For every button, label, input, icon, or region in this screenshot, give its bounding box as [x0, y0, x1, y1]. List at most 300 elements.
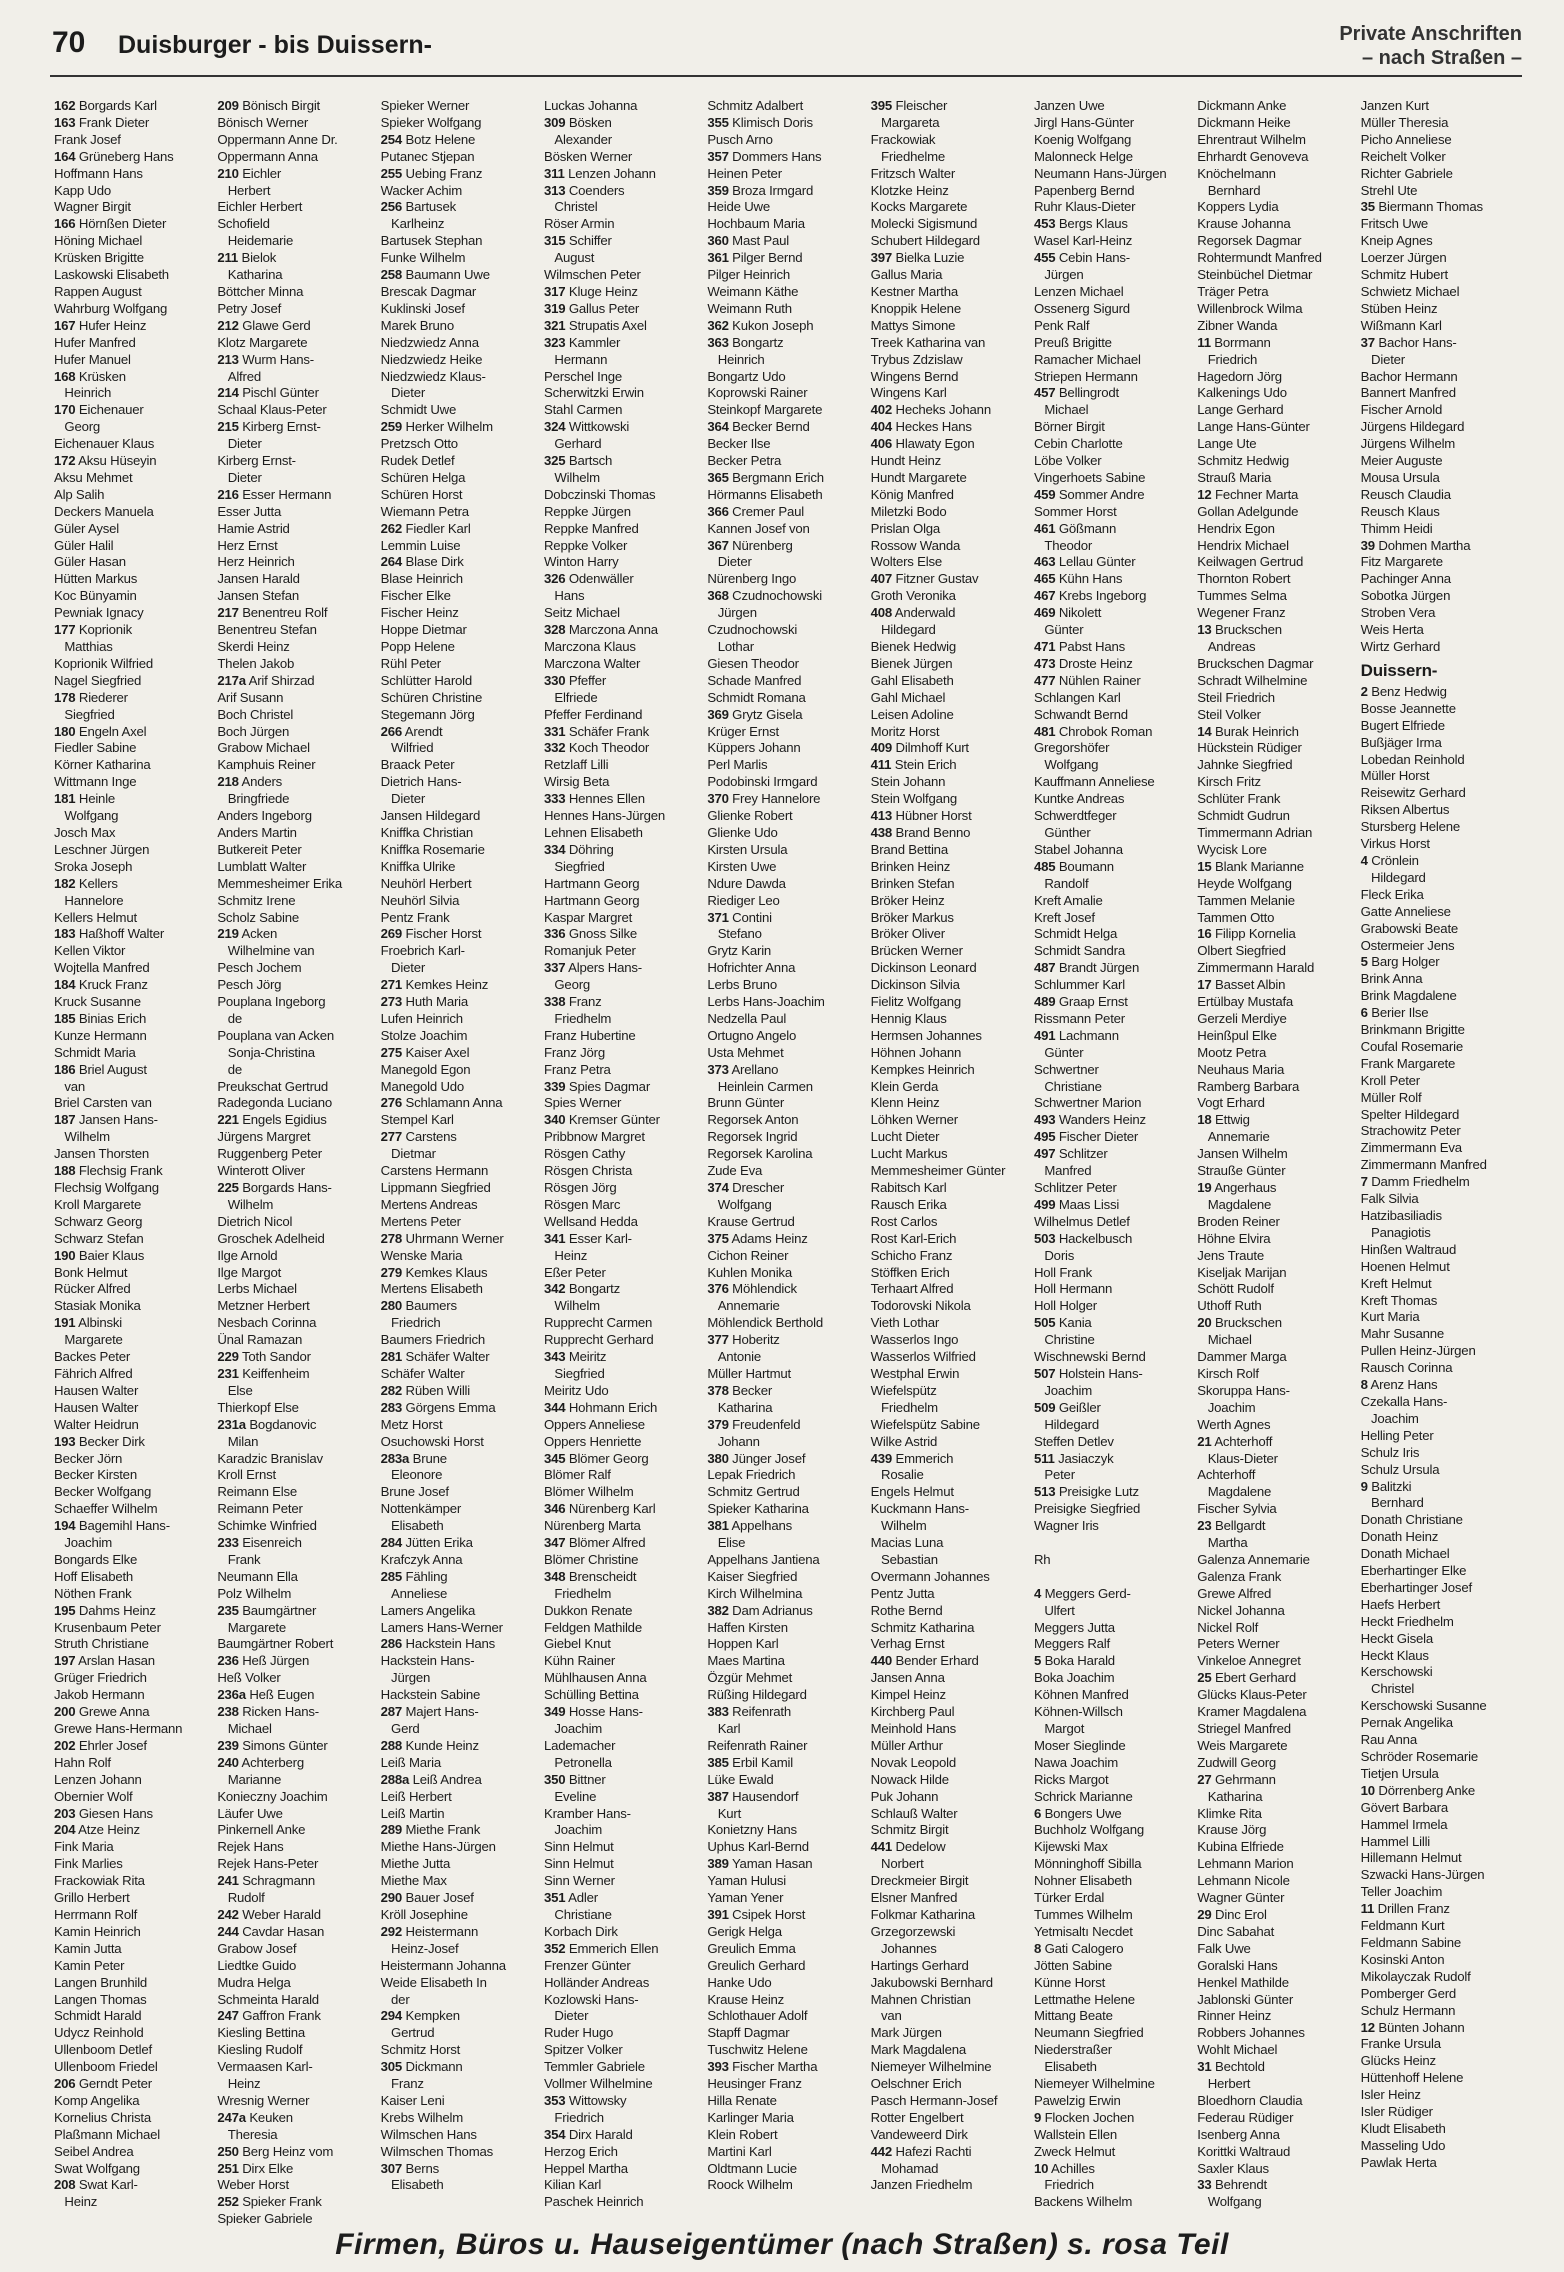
directory-entry: Kamin Jutta [54, 1940, 122, 1956]
directory-entry: 374 Drescher [707, 1180, 785, 1195]
directory-entry: Romanjuk Peter [543, 943, 636, 959]
directory-entry: 10 Dörrenberg Anke [1360, 1782, 1476, 1798]
directory-entry: Randolf [1033, 875, 1089, 891]
directory-entry: Ortugno Angelo [707, 1027, 797, 1043]
directory-entry: Zude Eva [707, 1163, 763, 1179]
directory-entry: Schmidt Helga [1033, 926, 1118, 942]
directory-entry: Jansen Stefan [217, 588, 300, 604]
directory-entry: 387 Hausendorf [707, 1788, 799, 1804]
directory-entry: Rost Karl-Erich [870, 1230, 957, 1246]
directory-entry: 288a Leiß Andrea [380, 1771, 482, 1787]
directory-entry: Andreas [1197, 639, 1256, 654]
directory-entry: Kamphuis Reiner [217, 757, 316, 773]
directory-entry: Terhaart Alfred [870, 1281, 954, 1297]
directory-entry: Frenzer Günter [543, 1957, 631, 1973]
directory-entry: Lerbs Michael [217, 1281, 297, 1297]
directory-entry: Kannen Josef von [707, 520, 810, 536]
directory-entry: Teller Joachim [1360, 1884, 1443, 1900]
directory-entry: Butkereit Peter [217, 841, 302, 857]
directory-entry: Schwerdtfeger [1033, 808, 1117, 824]
directory-entry: 286 Hackstein Hans [380, 1636, 496, 1652]
directory-entry: 395 Fleischer [870, 98, 948, 113]
directory-entry: Wilmschen Hans [380, 2126, 477, 2142]
directory-entry: Wirtz Gerhard [1360, 639, 1441, 654]
directory-entry: Achterhoff [1197, 1467, 1256, 1483]
directory-entry: Luckas Johanna [543, 98, 638, 113]
directory-entry: 439 Emmerich [870, 1450, 954, 1466]
directory-entry: 362 Kukon Joseph [707, 317, 814, 333]
directory-entry: Schmidt Harald [54, 2008, 142, 2024]
directory-entry: Nowack Hilde [870, 1771, 949, 1787]
directory-entry: Koenig Wolfgang [1033, 131, 1132, 147]
directory-entry: 407 Fitzner Gustav [870, 571, 979, 587]
directory-entry: Wresnig Werner [217, 2092, 310, 2108]
directory-entry: Knoppik Helene [870, 300, 961, 316]
directory-entry: Katharina [1197, 1788, 1263, 1804]
directory-entry: 12 Fechner Marta [1197, 486, 1299, 502]
directory-entry: Westphal Erwin [870, 1365, 960, 1381]
directory-entry: Grewe Hans-Hermann [54, 1721, 183, 1736]
directory-entry: Nottenkämper [380, 1501, 462, 1517]
directory-entry: Heinlein Carmen [707, 1078, 813, 1094]
directory-entry: 411 Stein Erich [870, 757, 957, 773]
directory-entry: de [217, 1061, 242, 1077]
directory-entry: Fischer Heinz [380, 605, 459, 621]
directory-entry: Stefano [707, 926, 762, 942]
directory-entry: Else [217, 1382, 253, 1398]
directory-entry: Wolfgang [707, 1196, 772, 1212]
directory-entry: Dietrich Hans- [380, 774, 462, 790]
directory-entry: Magdalene [1197, 1196, 1272, 1212]
directory-entry: Bröker Markus [870, 909, 954, 925]
directory-entry: Ramacher Michael [1033, 351, 1141, 367]
directory-entry: Miletzki Bodo [870, 503, 947, 519]
directory-entry: Heusinger Franz [707, 2076, 802, 2092]
directory-entry: Leiß Martin [380, 1805, 445, 1821]
directory-entry: Dietmar [380, 1146, 436, 1162]
directory-entry: Stein Wolfgang [870, 791, 958, 807]
directory-entry: Putanec Stjepan [380, 148, 475, 164]
directory-entry: Oppers Anneliese [543, 1416, 645, 1432]
directory-entry: Pribbnow Margret [543, 1129, 645, 1145]
directory-entry: Türker Erdal [1033, 1890, 1105, 1906]
directory-entry: Christiane [543, 1906, 612, 1922]
directory-entry: Kreft Josef [1033, 909, 1095, 925]
directory-entry: Frank [217, 1551, 261, 1567]
directory-entry: 489 Graap Ernst [1033, 994, 1128, 1010]
directory-entry: Lamers Hans-Werner [380, 1619, 503, 1635]
directory-entry: Gatte Anneliese [1360, 903, 1451, 919]
directory-entry: Weber Horst [217, 2177, 289, 2193]
directory-entry: Krüger Ernst [707, 723, 779, 739]
directory-entry: Feldmann Sabine [1360, 1934, 1461, 1950]
directory-entry: Korittki Waltraud [1197, 2143, 1291, 2159]
directory-entry: Richter Gabriele [1360, 165, 1453, 181]
directory-entry: Lobedan Reinhold [1360, 751, 1465, 767]
directory-entry: Rejek Hans-Peter [217, 1856, 319, 1872]
directory-entry: Kirsten Ursula [707, 841, 788, 857]
directory-entry: Koprowski Rainer [707, 385, 808, 401]
directory-entry: Miethe Max [380, 1873, 447, 1889]
directory-column [1361, 98, 1524, 2198]
directory-entry: Heckt Klaus [1360, 1647, 1429, 1663]
directory-entry: 389 Yaman Hasan [707, 1856, 813, 1872]
directory-entry: Bonk Helmut [54, 1264, 128, 1280]
directory-entry: Heinßpul Elke [1197, 1027, 1277, 1043]
directory-entry: 385 Erbil Kamil [707, 1754, 794, 1770]
directory-entry: Striegel Manfred [1197, 1721, 1291, 1736]
directory-entry: 206 Gerndt Peter [54, 2076, 152, 2092]
directory-entry: Dieter [543, 2008, 589, 2024]
directory-entry: Dickmann Heike [1197, 114, 1291, 130]
directory-entry: Wolters Else [870, 554, 943, 570]
directory-entry: Baumgärtner Robert [217, 1636, 334, 1652]
directory-entry: Lettmathe Helene [1033, 1991, 1135, 2007]
directory-entry: Brücken Werner [870, 943, 963, 959]
directory-entry: Jötten Sabine [1033, 1957, 1113, 1973]
directory-entry: Brescak Dagmar [380, 283, 477, 299]
directory-entry: 376 Möhlendick [707, 1281, 797, 1297]
directory-entry: Stahl Carmen [543, 402, 623, 418]
directory-entry: Steinkopf Margarete [707, 402, 823, 418]
directory-entry: Lenzen Michael [1033, 283, 1124, 299]
directory-entry: Meggers Jutta [1033, 1619, 1115, 1635]
directory-entry: Hillemann Helmut [1360, 1850, 1462, 1866]
directory-entry: Krüsken Brigitte [54, 250, 144, 266]
directory-entry: Bönisch Werner [217, 114, 309, 130]
directory-entry: 5 Boka Harald [1033, 1653, 1115, 1669]
directory-entry: Thelen Jakob [217, 655, 295, 671]
directory-entry: Annemarie [1197, 1129, 1270, 1145]
directory-entry: Elsner Manfred [870, 1890, 958, 1906]
directory-entry: 5 Barg Holger [1360, 954, 1440, 970]
directory-entry: 202 Ehrler Josef [54, 1737, 147, 1753]
directory-entry: 473 Droste Heinz [1033, 655, 1133, 671]
directory-entry: Aksu Mehmet [54, 469, 133, 485]
directory-entry: Schwietz Michael [1360, 283, 1460, 299]
directory-entry: Szwacki Hans-Jürgen [1360, 1867, 1485, 1883]
directory-entry: Lothar [707, 639, 754, 654]
directory-entry: Krebs Wilhelm [380, 2109, 464, 2125]
directory-entry: Osuchowski Horst [380, 1433, 484, 1449]
directory-entry: Jahnke Siegfried [1197, 757, 1293, 773]
directory-entry: 381 Appelhans [707, 1518, 792, 1534]
directory-entry: Pilger Heinrich [707, 267, 791, 283]
directory-entry: 363 Bongartz [707, 334, 784, 350]
directory-entry: Verhag Ernst [870, 1636, 945, 1652]
directory-entry: Robbers Johannes [1197, 2025, 1305, 2041]
directory-entry: Pawelzig Erwin [1033, 2092, 1121, 2108]
directory-entry: Günter [1033, 1044, 1084, 1060]
directory-entry: 380 Jünger Josef [707, 1450, 806, 1466]
directory-entry: Christine [1033, 1332, 1095, 1348]
directory-entry [1034, 1569, 1197, 1586]
directory-entry: Esser Jutta [217, 503, 282, 519]
directory-entry: 281 Schäfer Walter [380, 1349, 490, 1365]
directory-entry: Bernhard [1197, 182, 1261, 198]
directory-entry: Becker Wolfgang [54, 1484, 152, 1500]
directory-entry: Lehmann Nicole [1197, 1873, 1290, 1889]
directory-entry: Rosalie [870, 1467, 924, 1483]
directory-entry: Gahl Elisabeth [870, 672, 954, 688]
directory-entry: Ehrhardt Genoveva [1197, 148, 1309, 164]
directory-entry: Fitz Margarete [1360, 554, 1443, 570]
directory-entry: 2 Benz Hedwig [1360, 683, 1447, 699]
directory-entry: Schrick Marianne [1033, 1788, 1133, 1804]
directory-entry: Mahr Susanne [1360, 1326, 1444, 1342]
directory-entry: 467 Krebs Ingeborg [1033, 588, 1147, 604]
directory-entry: 348 Brenscheidt [543, 1568, 637, 1584]
directory-entry: Kramber Hans- [543, 1805, 631, 1821]
directory-entry: Nedzella Paul [707, 1010, 787, 1026]
directory-entry: Tummes Wilhelm [1033, 1906, 1133, 1922]
directory-entry: Friedhelm [870, 1399, 938, 1415]
directory-entry: Karadzic Branislav [217, 1450, 323, 1466]
directory-entry: Dinc Sabahat [1197, 1923, 1275, 1939]
directory-entry: Kaspar Margret [543, 909, 633, 925]
directory-entry: 37 Bachor Hans- [1360, 334, 1457, 350]
directory-entry: Giebel Knut [543, 1636, 611, 1652]
directory-entry: Pachinger Anna [1360, 571, 1451, 587]
directory-entry: Backes Peter [54, 1349, 131, 1365]
directory-entry: 326 Odenwäller [543, 571, 634, 587]
directory-entry: 4 Meggers Gerd- [1033, 1585, 1131, 1601]
directory-entry: Schlauß Walter [870, 1805, 958, 1821]
directory-entry: 271 Kemkes Heinz [380, 977, 489, 993]
directory-entry: Penk Ralf [1033, 317, 1090, 333]
directory-entry: 505 Kania [1033, 1315, 1092, 1331]
directory-entry: Greulich Emma [707, 1940, 796, 1956]
directory-entry: Vollmer Wilhelmine [543, 2076, 653, 2092]
directory-entry: Isenberg Anna [1197, 2126, 1280, 2142]
directory-entry: Komp Angelika [54, 2092, 140, 2108]
directory-entry: Müller Arthur [870, 1737, 943, 1753]
directory-entry: Dieter [1360, 351, 1405, 367]
directory-entry: Neuhörl Herbert [380, 875, 472, 891]
directory-entry: Polz Wilhelm [217, 1585, 292, 1601]
directory-entry: Rissmann Peter [1033, 1010, 1125, 1026]
directory-entry: Schmidt Maria [54, 1044, 136, 1060]
directory-entry: Kröll Josephine [380, 1906, 468, 1922]
directory-entry: 282 Rüben Willi [380, 1382, 471, 1398]
directory-entry: Folkmar Katharina [870, 1906, 975, 1922]
directory-entry: Schröder Rosemarie [1360, 1749, 1478, 1764]
directory-entry: 167 Hufer Heinz [54, 317, 147, 333]
directory-entry: 217 Benentreu Rolf [217, 605, 328, 621]
directory-entry: Hartmann Georg [543, 875, 640, 891]
directory-entry: 255 Uebing Franz [380, 165, 483, 181]
directory-entry: Holl Holger [1033, 1298, 1097, 1314]
directory-entry: Ruder Hugo [543, 2025, 614, 2041]
directory-entry: Weis Margarete [1197, 1737, 1288, 1753]
directory-entry: 440 Bender Erhard [870, 1653, 979, 1669]
directory-entry: Schwarz Georg [54, 1213, 143, 1229]
directory-entry: Heinz-Josef [380, 1940, 459, 1956]
directory-entry: Appelhans Jantiena [707, 1551, 820, 1567]
directory-entry: Fischer Elke [380, 588, 451, 604]
directory-entry: 485 Boumann [1033, 858, 1114, 874]
directory-entry: Doris [1033, 1247, 1075, 1263]
directory-entry: Mertens Peter [380, 1213, 461, 1229]
directory-entry: Dieter [217, 469, 262, 485]
directory-entry: 236a Heß Eugen [217, 1687, 315, 1703]
directory-entry: Wilke Astrid [870, 1433, 938, 1449]
directory-entry: Rösgen Cathy [543, 1146, 626, 1162]
directory-entry: Wilhelmine van [217, 943, 315, 959]
directory-entry: Sommer Horst [1033, 503, 1117, 519]
directory-entry: Puk Johann [870, 1788, 939, 1804]
directory-entry: Wingens Karl [870, 385, 947, 401]
directory-entry: Bernhard [1360, 1495, 1424, 1511]
directory-entry: Zimmermann Eva [1360, 1140, 1462, 1156]
directory-entry: Christel [1360, 1681, 1415, 1697]
directory-entry: Winton Harry [543, 554, 619, 570]
directory-entry: Bannert Manfred [1360, 385, 1456, 401]
directory-entry: Weis Herta [1360, 622, 1424, 638]
directory-entry: Stüben Heinz [1360, 300, 1438, 316]
directory-entry: Regorsek Dagmar [1197, 233, 1302, 249]
directory-entry: 213 Wurm Hans- [217, 351, 314, 367]
directory-entry: 231 Keiffenheim [217, 1365, 310, 1381]
directory-entry: Boka Joachim [1033, 1670, 1115, 1686]
directory-entry: Wißmann Karl [1360, 317, 1442, 333]
directory-entry: Wilhelm [543, 1298, 600, 1314]
directory-entry: 366 Cremer Paul [707, 503, 805, 519]
directory-entry: Feldgen Mathilde [543, 1619, 642, 1635]
directory-entry: 319 Gallus Peter [543, 300, 640, 316]
directory-entry: Neumann Siegfried [1033, 2025, 1144, 2041]
directory-entry: 229 Toth Sandor [217, 1349, 311, 1365]
directory-entry: 241 Schragmann [217, 1873, 315, 1889]
directory-entry: 311 Lenzen Johann [543, 165, 656, 181]
directory-entry: Dobczinski Thomas [543, 486, 656, 502]
directory-entry: Hilla Renate [707, 2092, 777, 2108]
directory-entry: Klaus-Dieter [1197, 1450, 1278, 1466]
directory-entry: Nesbach Corinna [217, 1315, 317, 1331]
directory-entry: Maes Martina [707, 1653, 785, 1669]
directory-entry: Gerigk Helga [707, 1923, 782, 1939]
directory-entry: 6 Bongers Uwe [1033, 1805, 1122, 1821]
directory-entry: Becker Petra [707, 453, 782, 469]
directory-entry: 216 Esser Hermann [217, 486, 332, 502]
directory-entry: 172 Aksu Hüseyin [54, 453, 157, 469]
directory-entry: Novak Leopold [870, 1754, 957, 1770]
directory-entry: Fischer Arnold [1360, 402, 1443, 418]
directory-entry: 513 Preisigke Lutz [1033, 1484, 1139, 1500]
directory-entry: Hufer Manfred [54, 334, 136, 350]
directory-entry: Rohtermundt Manfred [1197, 250, 1322, 266]
directory-entry: Schmitz Adalbert [707, 98, 804, 113]
directory-entry: Lerbs Bruno [707, 977, 777, 993]
directory-entry: Milan [217, 1433, 259, 1449]
directory-entry: Güler Aysel [54, 520, 119, 536]
directory-entry: Galenza Frank [1197, 1568, 1282, 1584]
directory-entry: 365 Bergmann Erich [707, 469, 824, 485]
directory-entry: Jens Traute [1197, 1247, 1265, 1263]
directory-entry: Wacker Achim [380, 182, 463, 198]
directory-entry: Yetmisaltı Necdet [1033, 1923, 1133, 1939]
directory-entry: Braack Peter [380, 757, 455, 773]
directory-entry: Winterott Oliver [217, 1163, 305, 1179]
directory-column [217, 98, 380, 2227]
directory-entry: Deckers Manuela [54, 503, 154, 519]
directory-entry: 29 Dinc Erol [1197, 1906, 1267, 1922]
directory-entry: Frackowiak [870, 131, 936, 147]
directory-entry: Oldtmann Lucie [707, 2160, 797, 2176]
directory-entry: Knöchelmann [1197, 165, 1276, 181]
directory-entry: Hinßen Waltraud [1360, 1241, 1457, 1257]
directory-entry: Ossenerg Sigurd [1033, 300, 1130, 316]
directory-entry: Eveline [543, 1788, 597, 1804]
directory-entry: Thimm Heidi [1360, 520, 1433, 536]
directory-entry: Pasch Hermann-Josef [870, 2092, 998, 2108]
directory-column [1197, 98, 1360, 2210]
directory-entry: Glienke Robert [707, 808, 793, 824]
directory-entry: Schicho Franz [870, 1247, 953, 1263]
directory-entry: Scherwitzki Erwin [543, 385, 644, 401]
directory-entry: Hoff Elisabeth [54, 1568, 134, 1584]
directory-entry: Heinrich [54, 385, 112, 401]
directory-entry: Ullenboom Friedel [54, 2059, 158, 2075]
directory-entry [1034, 1535, 1197, 1552]
directory-entry: Pentz Frank [380, 909, 450, 925]
directory-entry: Moser Sieglinde [1033, 1737, 1126, 1753]
directory-entry: 273 Huth Maria [380, 994, 469, 1010]
directory-entry: Metzner Herbert [217, 1298, 310, 1314]
directory-entry: 463 Lellau Günter [1033, 554, 1136, 570]
directory-entry: Grillo Herbert [54, 1890, 130, 1906]
directory-entry: Kirsten Uwe [707, 858, 777, 874]
directory-entry: Lüke Ewald [707, 1771, 774, 1787]
directory-entry: 11 Drillen Franz [1360, 1901, 1450, 1917]
directory-entry: 333 Hennes Ellen [543, 791, 645, 807]
directory-entry: Brinken Stefan [870, 875, 955, 891]
directory-entry: Kiseljak Marijan [1197, 1264, 1287, 1280]
directory-entry: Hundt Heinz [870, 453, 942, 469]
directory-entry: Peters Werner [1197, 1636, 1280, 1652]
directory-entry: Schlütter Harold [380, 672, 473, 688]
directory-entry: Heckt Gisela [1360, 1630, 1433, 1646]
directory-entry: Dieter [380, 385, 426, 401]
directory-entry: 180 Engeln Axel [54, 723, 147, 739]
directory-entry: Bachor Hermann [1360, 368, 1458, 384]
directory-entry: 18 Ettwig [1197, 1112, 1250, 1128]
directory-entry: Heinrich [707, 351, 765, 367]
directory-entry: Siegfried [543, 1365, 605, 1381]
directory-entry: Fischer Sylvia [1197, 1501, 1277, 1517]
directory-entry: Grabow Josef [217, 1940, 297, 1956]
directory-entry: Neumann Ella [217, 1568, 298, 1584]
directory-entry: 15 Blank Marianne [1197, 858, 1304, 874]
directory-entry: Martha [1197, 1535, 1248, 1551]
directory-entry: 352 Emmerich Ellen [543, 1940, 659, 1956]
directory-entry: Loerzer Jürgen [1360, 250, 1447, 266]
directory-entry: Klenn Heinz [870, 1095, 940, 1111]
directory-entry: Kestner Martha [870, 283, 958, 299]
directory-entry: 233 Eisenreich [217, 1535, 302, 1551]
directory-entry: 10 Achilles [1033, 2160, 1095, 2176]
directory-entry: Pullen Heinz-Jürgen [1360, 1343, 1476, 1359]
directory-entry: 240 Achterberg [217, 1754, 304, 1770]
directory-entry: Carstens Hermann [380, 1163, 489, 1179]
directory-entry: Schulz Ursula [1360, 1461, 1440, 1477]
directory-entry: Kellen Viktor [54, 943, 126, 959]
directory-entry: Perl Marlis [707, 757, 768, 773]
directory-entry: Strehl Ute [1360, 182, 1418, 198]
directory-entry: Holl Frank [1033, 1264, 1093, 1280]
directory-entry: 231a Bogdanovic [217, 1416, 317, 1432]
directory-entry: 461 Gößmann [1033, 520, 1117, 536]
